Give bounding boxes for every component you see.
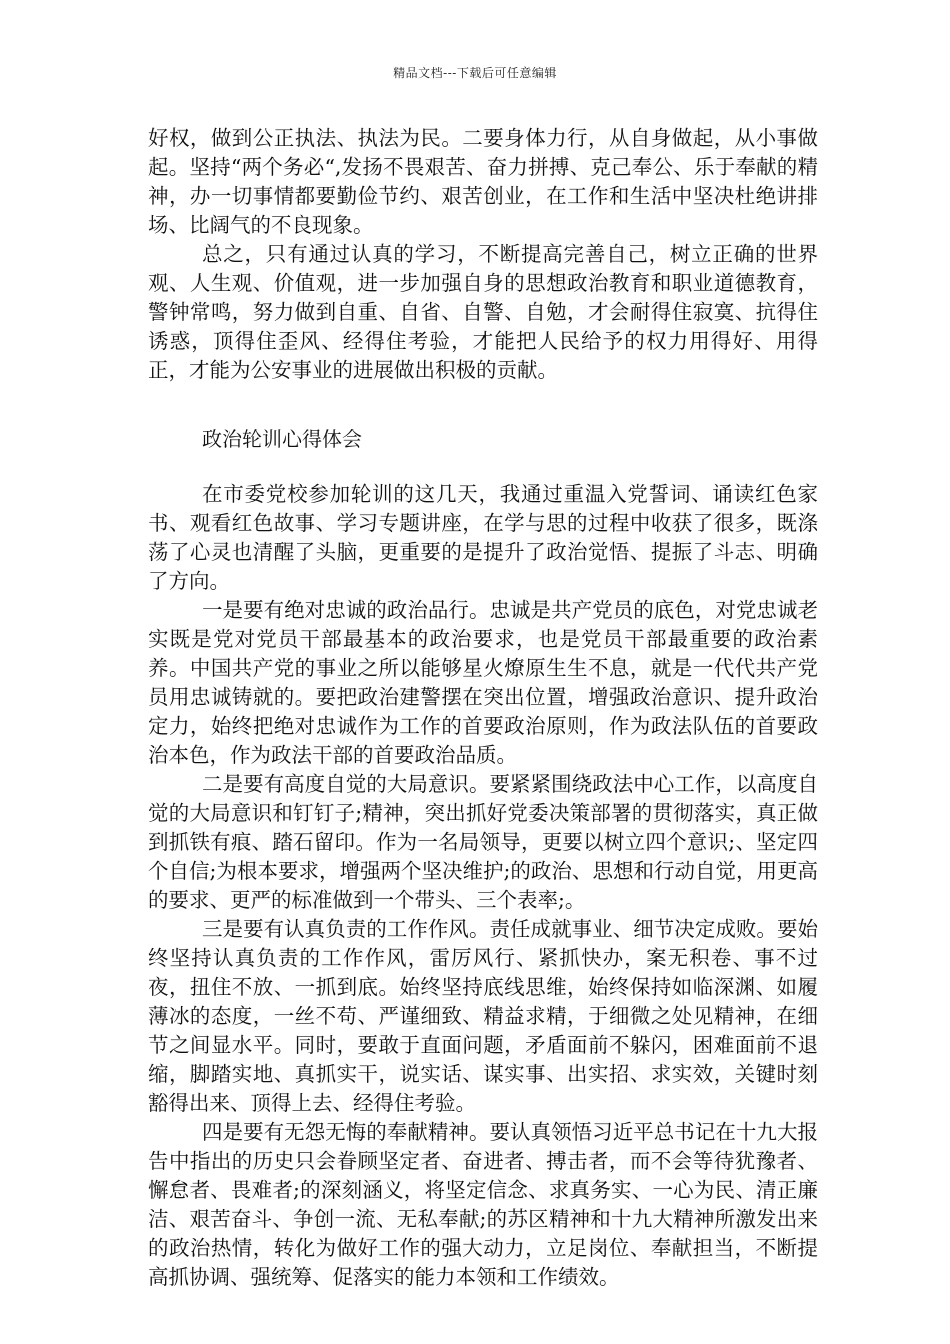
- paragraph-point-three: 三是要有认真负责的工作作风。责任成就事业、细节决定成败。要始终坚持认真负责的工作作风，雷厉风行、紧抓快办，案无积卷、事不过夜，扭住不放、一抓到底。始终坚持底线思维，始终保持如临深渊、如履薄冰的态度，一丝不苟、严谨细致、精益求精，于细微之处见精神，在细节之间显水平。同时，要敢于直面问题，矛盾面前不躲闪，困难面前不退缩，脚踏实地、真抓实干，说实话、谋实事、出实招、求实效，关键时刻豁得出来、顶得上去、经得住考验。: [148, 917, 818, 1115]
- paragraph-intro: 在市委党校参加轮训的这几天，我通过重温入党誓词、诵读红色家书、观看红色故事、学习专题讲座，在学与思的过程中收获了很多，既涤荡了心灵也清醒了头脑，更重要的是提升了政治觉悟、提振了斗志、明确了方向。: [148, 482, 818, 593]
- page-header: 精品文档---下载后可任意编辑: [393, 66, 557, 80]
- section-title: 政治轮训心得体会: [202, 427, 362, 451]
- paragraph-point-four: 四是要有无怨无悔的奉献精神。要认真领悟习近平总书记在十九大报告中指出的历史只会眷顾坚定者、奋进者、搏击者，而不会等待犹豫者、懈怠者、畏难者;的深刻涵义，将坚定信念、求真务实、一心为民、清正廉洁、艰苦奋斗、争创一流、无私奉献;的苏区精神和十九大精神所激发出来的政治热情，转化为做好工作的强大动力，立足岗位、奉献担当，不断提高抓协调、强统筹、促落实的能力本领和工作绩效。: [148, 1120, 818, 1289]
- document-body: [148, 124, 818, 1292]
- paragraph-point-one: 一是要有绝对忠诚的政治品行。忠诚是共产党员的底色，对党忠诚老实既是党对党员干部最基本的政治要求，也是党员干部最重要的政治素养。中国共产党的事业之所以能够星火燎原生生不息，就是一代代共产党员用忠诚铸就的。要把政治建警摆在突出位置，增强政治意识、提升政治定力，始终把绝对忠诚作为工作的首要政治原则，作为政法队伍的首要政治本色，作为政法干部的首要政治品质。: [148, 598, 818, 767]
- paragraph-point-two: 二是要有高度自觉的大局意识。要紧紧围绕政法中心工作，以高度自觉的大局意识和钉钉子;精神，突出抓好党委决策部署的贯彻落实，真正做到抓铁有痕、踏石留印。作为一名局领导，更要以树立四个意识;、坚定四个自信;为根本要求，增强两个坚决维护;的政治、思想和行动自觉，用更高的要求、更严的标准做到一个带头、三个表率;。: [148, 772, 818, 912]
- paragraph-conclusion: 总之，只有通过认真的学习，不断提高完善自己，树立正确的世界观、人生观、价值观，进一步加强自身的思想政治教育和职业道德教育，警钟常鸣，努力做到自重、自省、自警、自勉，才会耐得住寂寞、抗得住诱惑，顶得住歪风、经得住考验，才能把人民给予的权力用得好、用得正，才能为公安事业的进展做出积极的贡献。: [148, 242, 818, 382]
- paragraph-continuation: 好权，做到公正执法、执法为民。二要身体力行，从自身做起，从小事做起。坚持“两个务必“,发扬不畏艰苦、奋力拼搏、克己奉公、乐于奉献的精神，办一切事情都要勤俭节约、艰苦创业，在工作和生活中坚决杜绝讲排场、比阔气的不良现象。: [148, 126, 818, 237]
